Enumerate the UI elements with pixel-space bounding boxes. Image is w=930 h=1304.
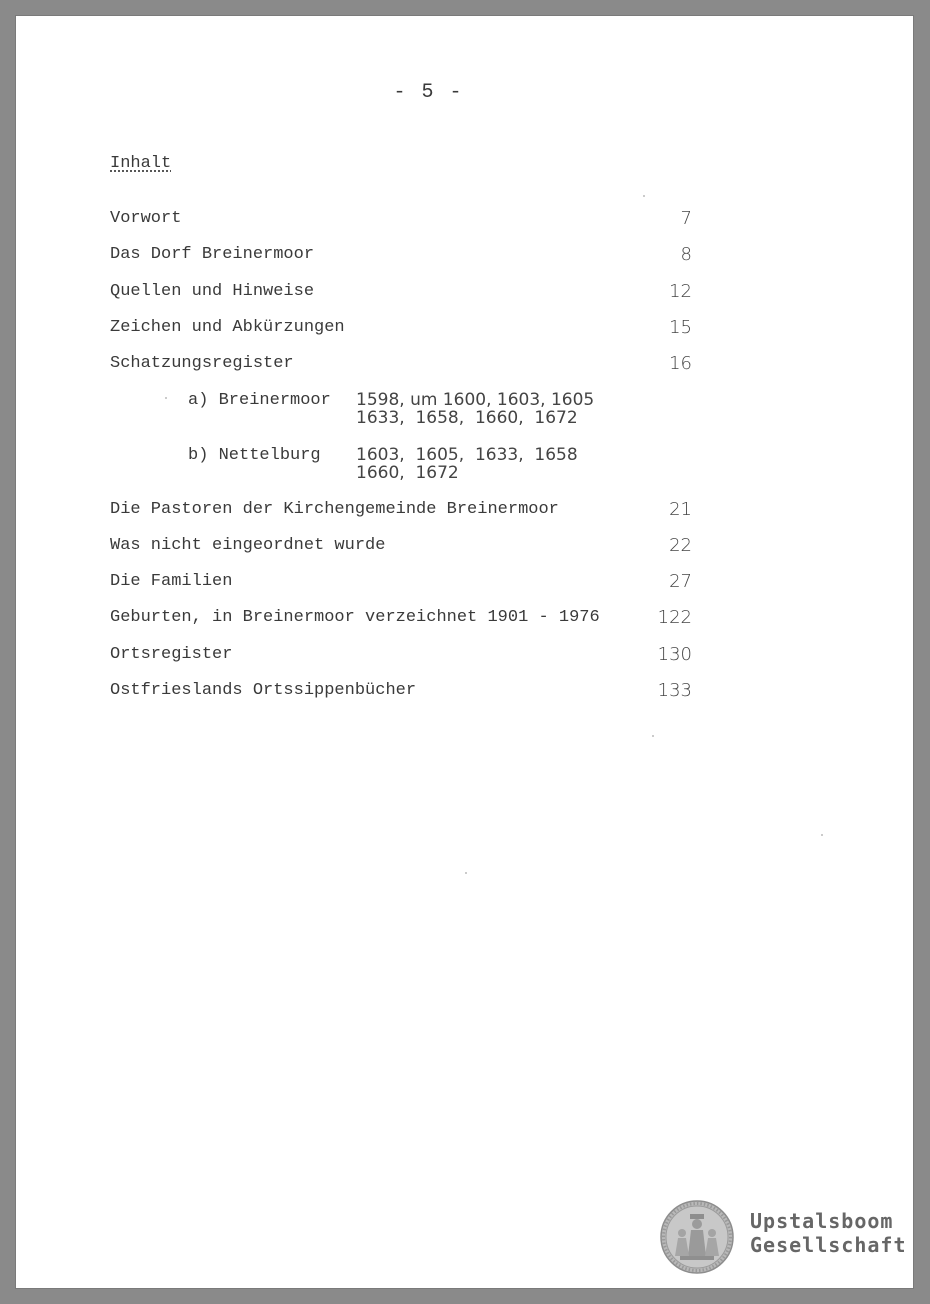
toc-entry-page: 8 bbox=[680, 244, 692, 265]
scan-speck bbox=[652, 735, 654, 737]
toc-entry-page: 122 bbox=[657, 607, 692, 628]
toc-entry-das-dorf bbox=[110, 245, 692, 265]
toc-entry-page: 7 bbox=[680, 208, 692, 229]
toc-entry-schatzungsregister bbox=[110, 354, 692, 374]
toc-entry-title: Ortsregister bbox=[110, 645, 233, 664]
sub-entry-label: b) Nettelburg bbox=[188, 446, 321, 465]
toc-entry-quellen bbox=[110, 282, 692, 302]
toc-entry-title: Die Pastoren der Kirchengemeinde Breinermoor bbox=[110, 500, 559, 519]
toc-entry-title: Geburten, in Breinermoor verzeichnet 1901 - 1976 bbox=[110, 608, 600, 627]
toc-entry-page: 133 bbox=[657, 680, 692, 701]
toc-entry-page: 22 bbox=[669, 535, 692, 556]
toc-entry-pastoren bbox=[110, 500, 692, 520]
toc-entry-page: 27 bbox=[669, 571, 692, 592]
toc-entry-ortssippenbuecher bbox=[110, 681, 692, 701]
toc-entry-page: 15 bbox=[669, 317, 692, 338]
upstalsboom-logo bbox=[660, 1200, 910, 1280]
toc-entry-title: Vorwort bbox=[110, 209, 182, 228]
toc-entry-geburten bbox=[110, 608, 692, 628]
sub-entry-label: a) Breinermoor bbox=[188, 391, 331, 410]
toc-entry-page: 130 bbox=[657, 644, 692, 665]
toc-heading: Inhalt bbox=[110, 154, 172, 173]
toc-entry-title: Was nicht eingeordnet wurde bbox=[110, 536, 386, 555]
toc-entry-title: Quellen und Hinweise bbox=[110, 282, 315, 301]
toc-entry-title: Ostfrieslands Ortssippenbücher bbox=[110, 681, 417, 700]
seal-icon bbox=[660, 1200, 734, 1274]
sub-entry-years: 1633, 1658, 1660, 1672 bbox=[356, 408, 578, 428]
toc-entry-title: Schatzungsregister bbox=[110, 354, 294, 373]
toc-entry-page: 12 bbox=[669, 281, 692, 302]
scan-speck bbox=[821, 834, 823, 836]
page-number: - 5 - bbox=[393, 81, 464, 104]
logo-text bbox=[750, 1209, 907, 1257]
sub-entry-years: 1603, 1605, 1633, 1658 bbox=[356, 445, 578, 465]
toc-entry-ortsregister bbox=[110, 645, 692, 665]
scan-speck bbox=[465, 872, 467, 874]
scan-speck bbox=[643, 195, 645, 197]
toc-entry-familien bbox=[110, 572, 692, 592]
toc-entry-page: 16 bbox=[669, 353, 692, 374]
toc-entry-page: 21 bbox=[669, 499, 692, 520]
scan-speck bbox=[165, 397, 167, 399]
toc-entry-title: Die Familien bbox=[110, 572, 233, 591]
sub-entry-years: 1598, um 1600, 1603, 1605 bbox=[356, 390, 595, 410]
toc-entry-was-nicht bbox=[110, 536, 692, 556]
logo-line-1: Upstalsboom bbox=[750, 1209, 894, 1233]
toc-entry-title: Das Dorf Breinermoor bbox=[110, 245, 315, 264]
toc-entry-title: Zeichen und Abkürzungen bbox=[110, 318, 345, 337]
logo-line-2: Gesellschaft bbox=[750, 1233, 907, 1257]
document-page bbox=[15, 15, 914, 1289]
sub-entry-years: 1660, 1672 bbox=[356, 463, 459, 483]
toc-entry-vorwort bbox=[110, 209, 692, 229]
toc-entry-zeichen bbox=[110, 318, 692, 338]
